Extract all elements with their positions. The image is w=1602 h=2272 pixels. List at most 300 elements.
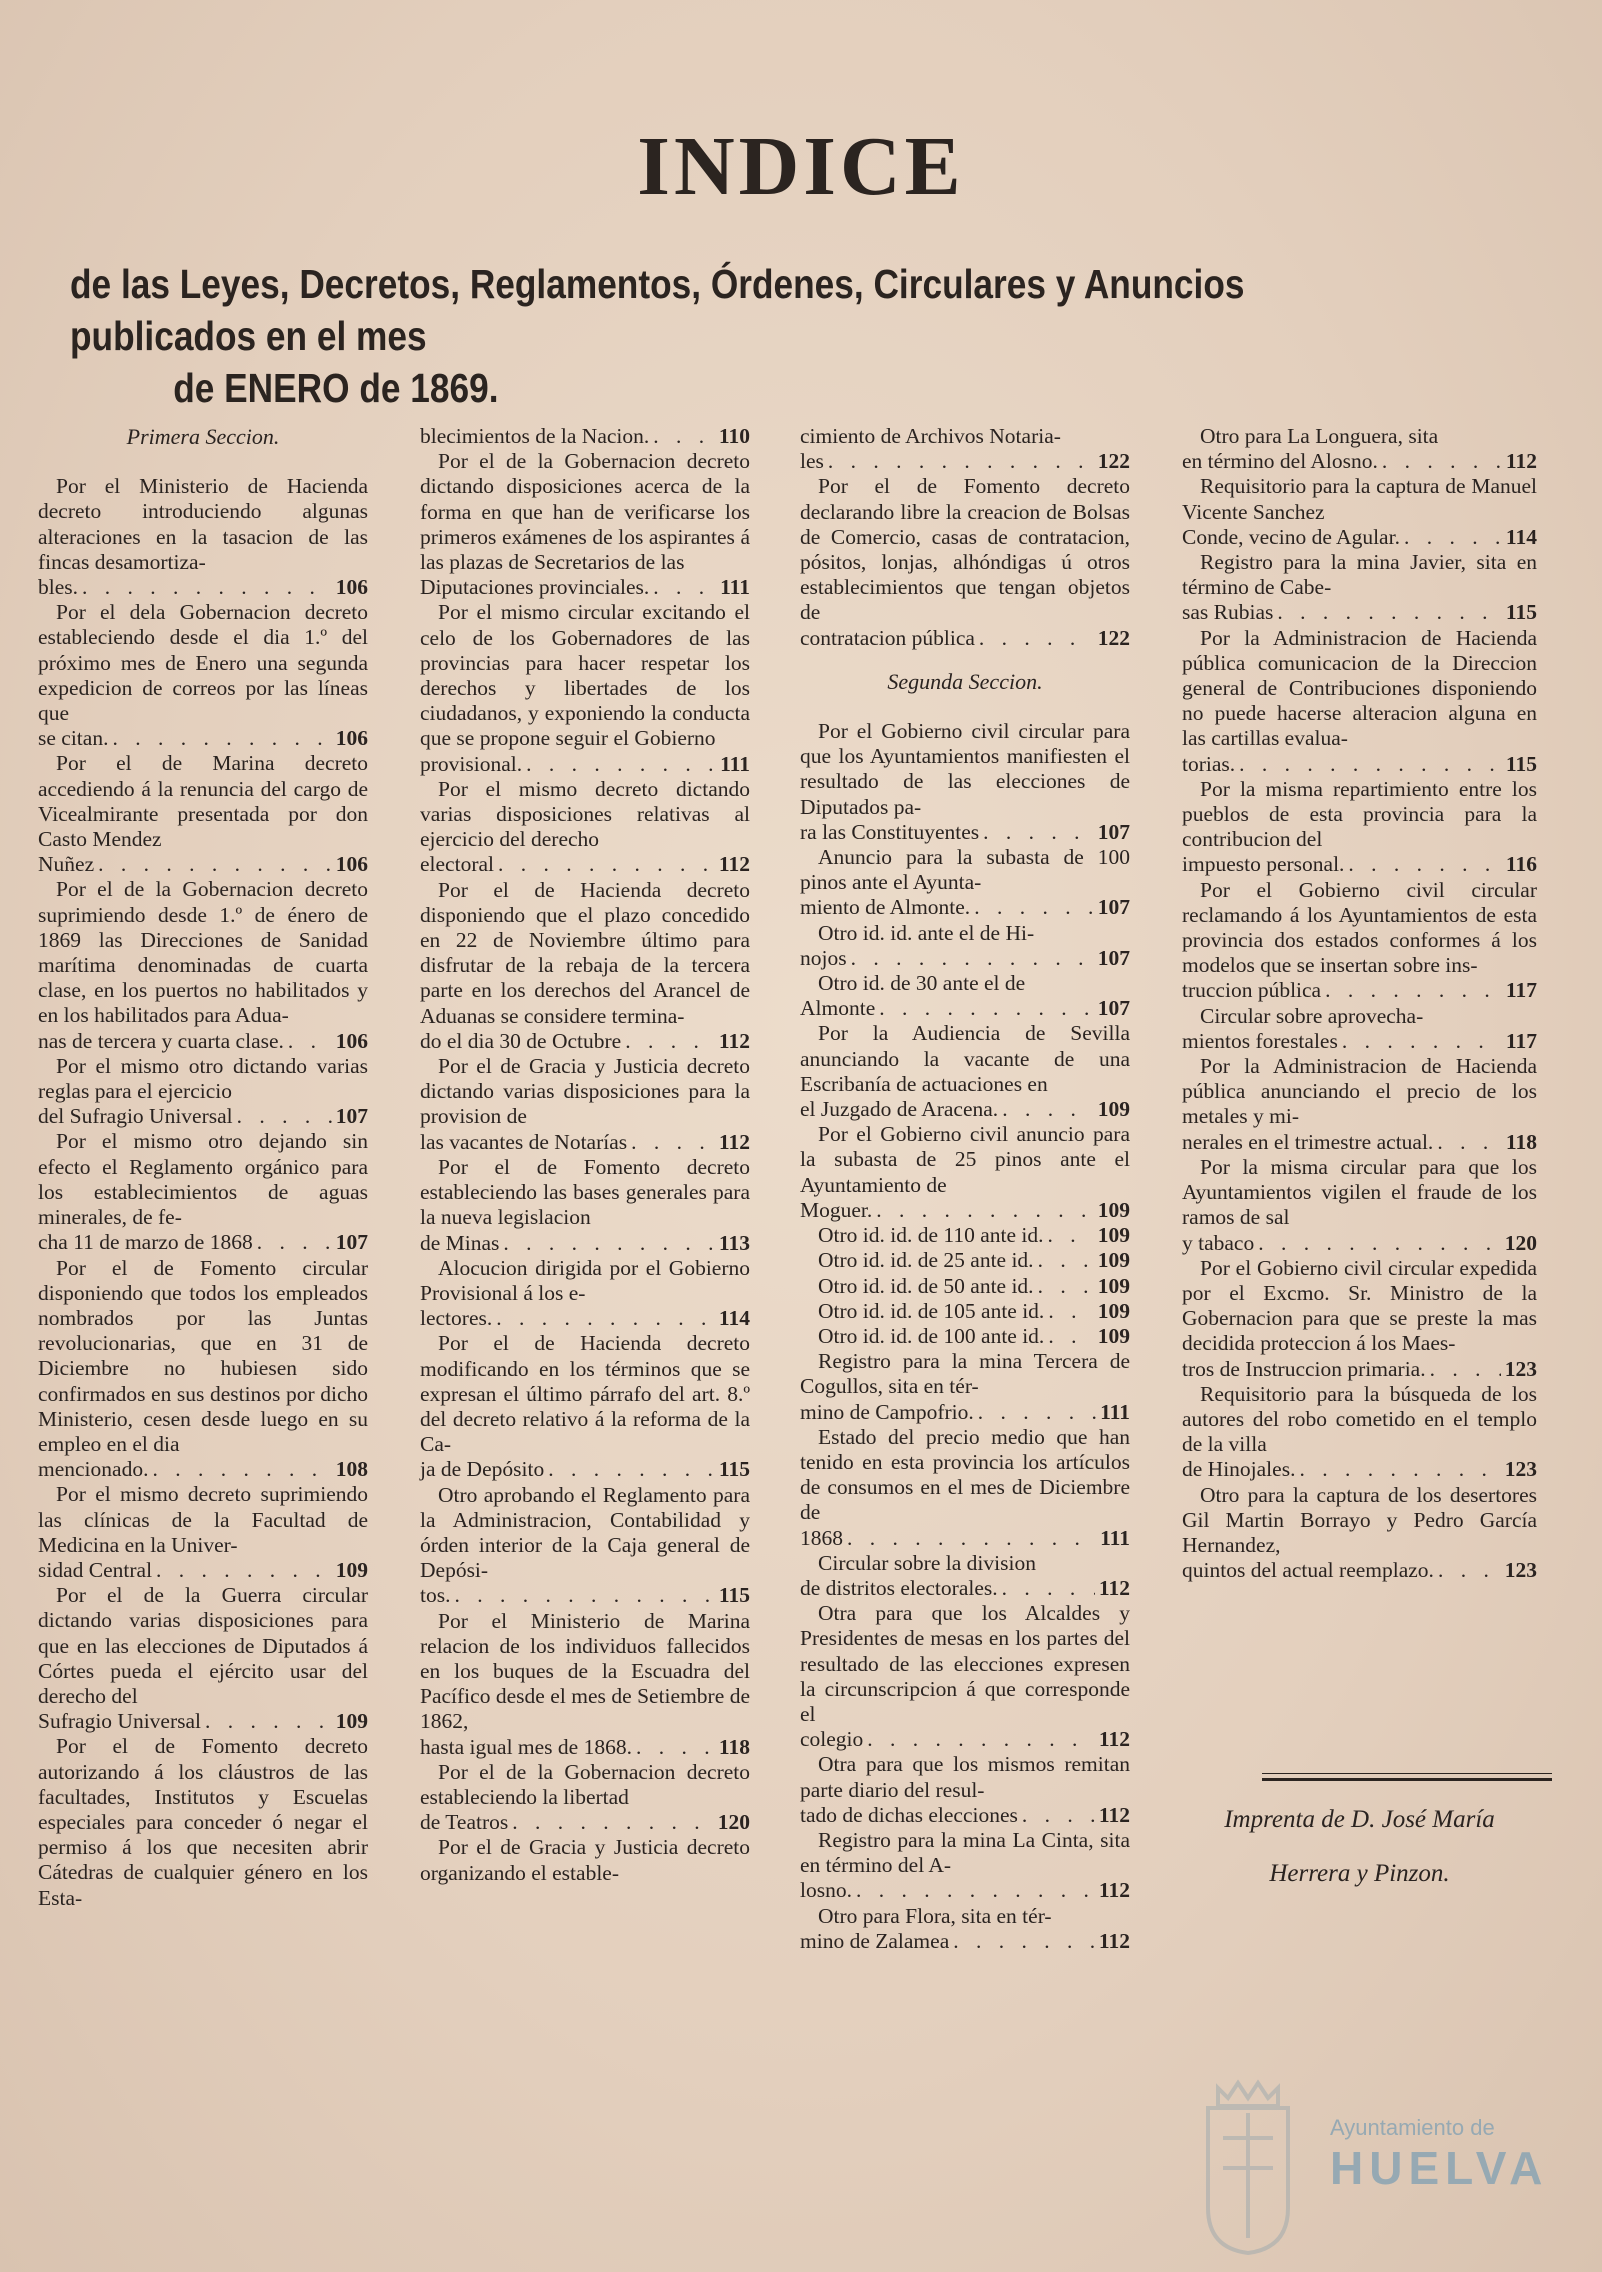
entry-last-line: [800, 1274, 1130, 1299]
entry-last-line: [1182, 600, 1537, 625]
index-entry: [800, 719, 1130, 845]
page-number: 122: [1097, 449, 1130, 474]
page-number: 107: [335, 1104, 368, 1129]
subtitle-line-1: de las Leyes, Decretos, Reglamentos, Órdenes, Circulares y Anuncios publicados en el mes: [70, 261, 1245, 359]
entry-text: Por el Gobierno civil circular reclamando á los Ayuntamientos de esta provincia dos estados conformes á los modelos que se insertan sobre ins-: [1182, 877, 1537, 978]
index-entry: [420, 1483, 750, 1609]
index-entry: [1182, 626, 1537, 777]
entry-last-text: mencionado.: [38, 1457, 149, 1482]
index-entry: [38, 877, 368, 1053]
entry-text: Por el de Hacienda decreto modificando en los términos que se expresan el último párrafo del art. 8.º del decreto relativo á la reforma de la Ca-: [420, 1331, 750, 1457]
entry-last-text: tos.: [420, 1583, 451, 1608]
dot-leader: [636, 1735, 715, 1760]
dot-leader: [631, 1130, 715, 1155]
page-number: 111: [720, 751, 750, 776]
index-entry: [800, 921, 1130, 971]
dot-leader: [1239, 752, 1502, 777]
entry-text: Por el de Gracia y Justicia decreto organizando el estable-: [420, 1835, 750, 1885]
entry-last-text: torias.: [1182, 751, 1236, 776]
page-number: 106: [335, 575, 368, 600]
entry-text: Por el de la Gobernacion decreto dictando disposiciones acerca de la forma en que han de verificarse los primeros exámenes de los aspirantes á las plazas de Secretarios de las: [420, 449, 750, 575]
entry-last-line: [420, 752, 750, 777]
page-number: 109: [1097, 1097, 1130, 1122]
index-entry: [38, 1129, 368, 1255]
index-entry: [800, 1274, 1130, 1299]
page-number: 109: [1097, 1223, 1130, 1248]
entry-last-line: [800, 1097, 1130, 1122]
page-number: 112: [1098, 1575, 1130, 1600]
entry-last-text: Otro id. id. de 25 ante id.: [818, 1248, 1034, 1273]
entry-text: Registro para la mina Tercera de Cogullos, sita en tér-: [800, 1349, 1130, 1399]
entry-last-line: [1182, 752, 1537, 777]
dot-leader: [1038, 1274, 1094, 1299]
page-number: 112: [718, 1129, 750, 1154]
entry-last-text: tado de dichas elecciones: [800, 1802, 1018, 1827]
dot-leader: [879, 996, 1094, 1021]
entry-last-line: [420, 1130, 750, 1155]
entry-text: Por el de la Gobernacion decreto suprimiendo desde 1.º de énero de 1869 las Direcciones de Sanidad marítima denominadas de cuarta clase, en los puertos no habilitados y en los habilitados para Adua-: [38, 877, 368, 1028]
entry-text: Por el de Gracia y Justicia decreto dictando varias disposiciones para la provision de: [420, 1054, 750, 1129]
dot-leader: [156, 1558, 332, 1583]
entry-list: [800, 719, 1130, 1954]
entry-last-text: de Teatros: [420, 1810, 509, 1835]
index-entry: [800, 971, 1130, 1021]
index-entry: [800, 1223, 1130, 1248]
entry-last-text: nojos: [800, 945, 847, 970]
index-entry: [800, 474, 1130, 650]
page-number: 113: [718, 1230, 750, 1255]
entry-last-text: electoral: [420, 852, 495, 877]
dot-leader: [978, 1400, 1096, 1425]
index-entry: [420, 1331, 750, 1482]
index-entry: [420, 878, 750, 1054]
entry-text: Por la Administracion de Hacienda pública anunciando el precio de los metales y mi-: [1182, 1054, 1537, 1129]
dot-leader: [974, 895, 1094, 920]
page-number: 111: [1100, 1525, 1130, 1550]
page-number: 117: [1505, 978, 1537, 1003]
index-entry: [1182, 1054, 1537, 1155]
entry-last-text: y tabaco: [1182, 1230, 1255, 1255]
entry-last-line: [38, 726, 368, 751]
entry-text: Otro para la captura de los desertores Gil Martin Borrayo y Pedro García Hernandez,: [1182, 1482, 1537, 1557]
index-entry: [420, 1760, 750, 1836]
entry-text: Por la Administracion de Hacienda pública comunicacion de la Direccion general de Contribuciones disponiendo no puede hacerse alteracion alguna en las cartillas evalua-: [1182, 625, 1537, 751]
entry-text: Por la misma repartimiento entre los pueblos de esta provincia para la contribucion del: [1182, 776, 1537, 852]
page-number: 123: [1504, 1558, 1537, 1583]
entry-last-line: [1182, 1231, 1537, 1256]
dot-leader: [498, 852, 715, 877]
page-number: 110: [718, 424, 750, 448]
dot-leader: [1002, 1097, 1094, 1122]
entry-last-line: [800, 1803, 1130, 1828]
entry-last-text: do el dia 30 de Octubre: [420, 1028, 622, 1053]
entry-last-line: [420, 1735, 750, 1760]
imprint-line-1: Imprenta de D. José María: [1224, 1806, 1495, 1833]
entry-last-line: [38, 1230, 368, 1255]
entry-list: [38, 474, 368, 1911]
dot-leader: [257, 1230, 332, 1255]
index-entry: [800, 1122, 1130, 1223]
page-title: INDICE: [637, 120, 965, 213]
entry-last-line: [1182, 449, 1537, 474]
dot-leader: [983, 820, 1094, 845]
entry-text: Circular sobre aprovecha-: [1200, 1003, 1424, 1028]
entry-text: Por el de Fomento circular disponiendo que todos los empleados nombrados por las Juntas revolucionarias, que en 31 de Diciembre no hubiesen sido confirmados en sus destinos por dicho Ministerio, cesen desde luego en su empleo en el dia: [38, 1255, 368, 1456]
page-number: 112: [718, 852, 750, 877]
dot-leader: [1438, 1558, 1501, 1583]
dot-leader: [867, 1727, 1095, 1752]
page-number: 106: [335, 726, 368, 751]
entry-last-text: de distritos electorales.: [800, 1575, 998, 1600]
page-number: 123: [1504, 1356, 1537, 1381]
page-number: 118: [1505, 1129, 1537, 1154]
page-number: 118: [718, 1734, 750, 1759]
entry-text: Por el Gobierno civil circular para que los Ayuntamientos manifiesten el resultado de las elecciones de Diputados pa-: [800, 719, 1130, 819]
dot-leader: [1048, 1299, 1093, 1324]
entry-last-line: [800, 1223, 1130, 1248]
entry-text: Por la Audiencia de Sevilla anunciando la vacante de una Escribanía de actuaciones en: [800, 1021, 1130, 1096]
entry-last-line: [420, 1306, 750, 1331]
page-number: 112: [1098, 1727, 1130, 1752]
page-number: 106: [335, 1028, 368, 1053]
page-number: 107: [1097, 996, 1130, 1021]
index-entry: [1182, 1004, 1537, 1054]
page-number: 107: [1097, 819, 1130, 844]
entry-text: Por el de la Gobernacion decreto estableciendo la libertad: [420, 1759, 750, 1809]
entry-last-line: [420, 1583, 750, 1608]
dot-leader: [1348, 852, 1502, 877]
page-number: 117: [1505, 1028, 1537, 1053]
page-number: 112: [718, 1028, 750, 1053]
index-entry: [800, 1299, 1130, 1324]
entry-text: Por el de Fomento decreto estableciendo las bases generales para la nueva legislacion: [420, 1154, 750, 1230]
entry-last-line: [1182, 1457, 1537, 1482]
dot-leader: [1437, 1130, 1502, 1155]
dot-leader: [82, 575, 332, 600]
page-number: 106: [335, 852, 368, 877]
entry-last-line: [1182, 1558, 1537, 1583]
entry-last-text: cha 11 de marzo de 1868: [38, 1230, 253, 1255]
index-entry: [800, 1752, 1130, 1828]
index-entry: [800, 1601, 1130, 1752]
entry-text: Por el mismo decreto dictando varias disposiciones relativas al ejercicio del derecho: [420, 776, 750, 852]
entry-last-line: [420, 852, 750, 877]
entry-last-line: [800, 1576, 1130, 1601]
entry-text: Alocucion dirigida por el Gobierno Provisional á los e-: [420, 1255, 750, 1305]
entry-text: Otro para Flora, sita en tér-: [818, 1903, 1052, 1928]
entry-last-line: [800, 946, 1130, 971]
entry-last-text: del Sufragio Universal: [38, 1104, 233, 1129]
entry-text: Requisitorio para la captura de Manuel Vicente Sanchez: [1182, 474, 1537, 524]
entry-last-text: nas de tercera y cuarta clase.: [38, 1028, 284, 1053]
page-number: 109: [1097, 1298, 1130, 1323]
dot-leader: [979, 626, 1094, 651]
index-entry: [1182, 878, 1537, 1004]
dot-leader: [1038, 1248, 1094, 1273]
dot-leader: [548, 1457, 715, 1482]
entry-last-text: colegio: [800, 1727, 864, 1752]
entry-text: Otro para La Longuera, sita: [1200, 424, 1439, 448]
entry-last-text: provisional.: [420, 751, 523, 776]
page-number: 107: [1097, 895, 1130, 920]
entry-text: Registro para la mina Javier, sita en término de Cabe-: [1182, 550, 1537, 600]
dot-leader: [112, 726, 331, 751]
entry-last-line: [800, 895, 1130, 920]
column-1: [38, 424, 368, 1911]
entry-text: Circular sobre la division: [818, 1550, 1036, 1575]
entry-last-text: hasta igual mes de 1868.: [420, 1734, 632, 1759]
entry-text: Por el mismo circular excitando el celo de los Gobernadores de las provincias para hacer respetar los derechos y libertades de los ciudadanos, y exponiendo la conducta que se propone seguir el Gobierno: [420, 600, 750, 751]
divider-rule: [1262, 1778, 1552, 1781]
entry-text: Por el de la Guerra circular dictando varias disposiciones para que en las elecciones de Diputados á Córtes pueda el ejército usar del derecho del: [38, 1583, 368, 1708]
dot-leader: [98, 852, 332, 877]
entry-last-line: [420, 575, 750, 600]
index-entry: [38, 474, 368, 600]
dot-leader: [1299, 1457, 1500, 1482]
page-number: 109: [335, 1557, 368, 1582]
entry-last-line: [38, 1029, 368, 1054]
section-heading-segunda: Segunda Seccion.: [887, 668, 1043, 694]
entry-last-line: [800, 820, 1130, 845]
page-subtitle: [70, 258, 1326, 414]
index-entry: [1182, 1382, 1537, 1483]
entry-last-text: ja de Depósito: [420, 1457, 545, 1482]
entry-last-text: les: [800, 449, 824, 474]
entry-last-line: [420, 1029, 750, 1054]
entry-text: Otro aprobando el Reglamento para la Administracion, Contabilidad y órden interior de la Caja general de Depósi-: [420, 1482, 750, 1583]
entry-text: Por el mismo otro dejando sin efecto el Reglamento orgánico para los establecimientos de aguas minerales, de fe-: [38, 1129, 368, 1230]
index-entry: [38, 1054, 368, 1130]
entry-text: Por la misma circular para que los Ayuntamientos vigilen el fraude de los ramos de sal: [1182, 1154, 1537, 1230]
entry-text: Por el Gobierno civil circular expedida por el Excmo. Sr. Ministro de la Gobernacion para que se preste la mas decidida proteccion á los Maes-: [1182, 1255, 1537, 1356]
entry-last-line: [420, 1231, 750, 1256]
entry-last-text: tros de Instruccion primaria.: [1182, 1356, 1426, 1381]
entry-last-text: las vacantes de Notarías: [420, 1129, 628, 1154]
column-4: [1182, 424, 1537, 1583]
entry-last-line: [1182, 978, 1537, 1003]
entry-last-line: [420, 424, 750, 449]
entry-last-text: impuesto personal.: [1182, 852, 1345, 877]
dot-leader: [288, 1029, 332, 1054]
entry-last-line: [800, 1727, 1130, 1752]
entry-last-line: [800, 996, 1130, 1021]
index-entry: [800, 845, 1130, 921]
entry-last-line: [38, 1709, 368, 1734]
dot-leader: [1022, 1803, 1095, 1828]
entry-text: Registro para la mina La Cinta, sita en término del A-: [800, 1827, 1130, 1878]
watermark-text: [1330, 2115, 1548, 2195]
entry-text: cimiento de Archivos Notaria-: [800, 424, 1061, 448]
entry-text: Otra para que los mismos remitan parte diario del resul-: [800, 1752, 1130, 1802]
page-number: 107: [335, 1230, 368, 1255]
page-number: 115: [718, 1583, 750, 1608]
dot-leader: [1430, 1357, 1501, 1382]
dot-leader: [876, 1198, 1093, 1223]
page-number: 112: [1098, 1928, 1130, 1953]
entry-last-text: Otro id. id. de 100 ante id.: [818, 1323, 1045, 1348]
index-entry: [1182, 1155, 1537, 1256]
entry-text: Por el de Hacienda decreto disponiendo que el plazo concedido en 22 de Noviembre último para disfrutar de la rebaja de la tercera parte en los derechos del Arancel de Aduanas se considere termina-: [420, 877, 750, 1028]
entry-last-text: Moguer.: [800, 1197, 873, 1222]
page-number: 111: [1100, 1399, 1130, 1424]
dot-leader: [237, 1104, 332, 1129]
entry-last-text: en término del Alosno.: [1182, 449, 1378, 474]
index-entry: [420, 1256, 750, 1332]
entry-last-text: mientos forestales: [1182, 1028, 1338, 1053]
entry-last-text: Otro id. id. de 105 ante id.: [818, 1298, 1045, 1323]
entry-text: Anuncio para la subasta de 100 pinos ante el Ayunta-: [800, 845, 1130, 895]
entry-last-text: truccion pública: [1182, 978, 1322, 1003]
entry-text: Por el Ministerio de Marina relacion de los individuos fallecidos en los buques de la Escuadra del Pacífico desde el mes de Setiembre de 1862,: [420, 1608, 750, 1734]
page-number: 109: [1097, 1248, 1130, 1273]
index-entry: [38, 600, 368, 751]
index-entry: [38, 751, 368, 877]
page-number: 122: [1097, 625, 1130, 650]
entry-last-line: [38, 1104, 368, 1129]
index-entry: [420, 600, 750, 776]
entry-last-text: quintos del actual reemplazo.: [1182, 1558, 1434, 1583]
entry-last-text: Sufragio Universal: [38, 1709, 202, 1734]
page-number: 123: [1504, 1457, 1537, 1482]
dot-leader: [1048, 1223, 1094, 1248]
dot-leader: [205, 1709, 332, 1734]
entry-text: Por el de Fomento decreto declarando libre la creacion de Bolsas de Comercio, casas de contratacion, pósitos, lonjas, alhóndigas ú otros establecimientos que tengan objetos de: [800, 474, 1130, 625]
dot-leader: [653, 424, 715, 449]
entry-text: Por el Ministerio de Hacienda decreto introduciendo algunas alteraciones en la tasacion de las fincas desamortiza-: [38, 474, 368, 574]
index-entry: [800, 424, 1130, 474]
dot-leader: [1325, 978, 1502, 1003]
index-entry: [800, 1248, 1130, 1273]
entry-text: Requisitorio para la búsqueda de los autores del robo cometido en el templo de la villa: [1182, 1381, 1537, 1457]
index-entry: [420, 424, 750, 449]
entry-text: Por el dela Gobernacion decreto estableciendo desde el dia 1.º del próximo mes de Enero una segunda expedicion de correos por las líneas que: [38, 600, 368, 726]
entry-text: Por el Gobierno civil anuncio para la subasta de 25 pinos ante el Ayuntamiento de: [800, 1122, 1130, 1197]
entry-last-text: Diputaciones provinciales.: [420, 575, 650, 600]
watermark-line-2: HUELVA: [1330, 2142, 1549, 2194]
dot-leader: [1002, 1576, 1095, 1601]
entry-last-text: losno.: [800, 1878, 852, 1903]
entry-last-text: de Hinojales.: [1182, 1457, 1296, 1482]
entry-last-text: Conde, vecino de Agular.: [1182, 524, 1400, 549]
entry-last-line: [38, 852, 368, 877]
entry-list: [800, 424, 1130, 651]
subtitle-line-2: de ENERO de 1869.: [173, 365, 499, 411]
column-3: [800, 424, 1130, 1954]
index-entry: [38, 1482, 368, 1583]
page-number: 120: [1504, 1230, 1537, 1255]
entry-list: [420, 424, 750, 1886]
page-number: 112: [1098, 1802, 1130, 1827]
dot-leader: [526, 752, 716, 777]
index-entry: [420, 1054, 750, 1155]
entry-last-text: mino de Campofrio.: [800, 1399, 974, 1424]
dot-leader: [454, 1583, 714, 1608]
entry-last-line: [800, 449, 1130, 474]
entry-last-text: blecimientos de la Nacion.: [420, 424, 650, 448]
dot-leader: [1258, 1231, 1501, 1256]
entry-last-line: [800, 1299, 1130, 1324]
page-number: 112: [1098, 1878, 1130, 1903]
entry-text: Por el mismo decreto suprimiendo las clínicas de la Facultad de Medicina en la Univer-: [38, 1482, 368, 1557]
page-number: 111: [720, 575, 750, 600]
dot-leader: [625, 1029, 715, 1054]
entry-last-text: lectores.: [420, 1306, 493, 1331]
entry-last-text: bles.: [38, 575, 79, 600]
entry-last-line: [800, 1248, 1130, 1273]
index-entry: [38, 1734, 368, 1910]
entry-text: Otro id. de 30 ante el de: [818, 971, 1026, 996]
dot-leader: [1048, 1324, 1093, 1349]
entry-last-line: [800, 1878, 1130, 1903]
dot-leader: [953, 1929, 1095, 1954]
entry-last-line: [1182, 852, 1537, 877]
index-entry: [800, 1324, 1130, 1349]
entry-last-text: ra las Constituyentes: [800, 819, 980, 844]
page-number: 109: [1097, 1323, 1130, 1348]
index-entry: [420, 1155, 750, 1256]
entry-last-line: [1182, 1130, 1537, 1155]
entry-last-text: Otro id. id. de 110 ante id.: [818, 1223, 1044, 1248]
index-entry: [38, 1256, 368, 1483]
page-number: 114: [718, 1306, 750, 1331]
page-number: 107: [1097, 945, 1130, 970]
dot-leader: [847, 1526, 1096, 1551]
dot-leader: [1382, 449, 1502, 474]
dot-leader: [1277, 600, 1502, 625]
index-entry: [1182, 777, 1537, 878]
entry-last-text: se citan.: [38, 726, 109, 751]
dot-leader: [512, 1810, 714, 1835]
page-number: 115: [1505, 751, 1537, 776]
entry-text: Estado del precio medio que han tenido en esta provincia los artículos de consumos en el mes de Diciembre de: [800, 1424, 1130, 1525]
index-entry: [1182, 1483, 1537, 1584]
entry-last-line: [1182, 1357, 1537, 1382]
watermark-line-1: Ayuntamiento de: [1330, 2115, 1495, 2140]
entry-last-line: [800, 626, 1130, 651]
dot-leader: [828, 449, 1094, 474]
entry-last-line: [38, 1457, 368, 1482]
index-entry: [800, 1904, 1130, 1954]
index-entry: [1182, 474, 1537, 550]
page-number: 115: [1505, 600, 1537, 625]
entry-last-text: el Juzgado de Aracena.: [800, 1097, 999, 1122]
dot-leader: [851, 946, 1094, 971]
index-entry: [420, 777, 750, 878]
entry-last-text: sidad Central: [38, 1557, 153, 1582]
index-entry: [1182, 424, 1537, 474]
dot-leader: [503, 1231, 715, 1256]
entry-last-text: nerales en el trimestre actual.: [1182, 1129, 1434, 1154]
entry-last-line: [38, 1558, 368, 1583]
entry-last-line: [38, 575, 368, 600]
dot-leader: [152, 1457, 331, 1482]
page-number: 109: [335, 1709, 368, 1734]
index-entry: [800, 1349, 1130, 1425]
index-entry: [38, 1583, 368, 1734]
entry-list: [1182, 424, 1537, 1583]
index-entry: [800, 1551, 1130, 1601]
index-entry: [420, 1609, 750, 1760]
entry-last-text: miento de Almonte.: [800, 895, 971, 920]
entry-last-text: 1868: [800, 1525, 843, 1550]
entry-last-line: [1182, 1029, 1537, 1054]
entry-last-line: [420, 1457, 750, 1482]
page-number: 115: [718, 1457, 750, 1482]
entry-last-line: [800, 1400, 1130, 1425]
entry-text: Por el de Marina decreto accediendo á la renuncia del cargo de Vicealmirante presentada por don Casto Mendez: [38, 751, 368, 852]
dot-leader: [1404, 525, 1502, 550]
dot-leader: [1342, 1029, 1502, 1054]
